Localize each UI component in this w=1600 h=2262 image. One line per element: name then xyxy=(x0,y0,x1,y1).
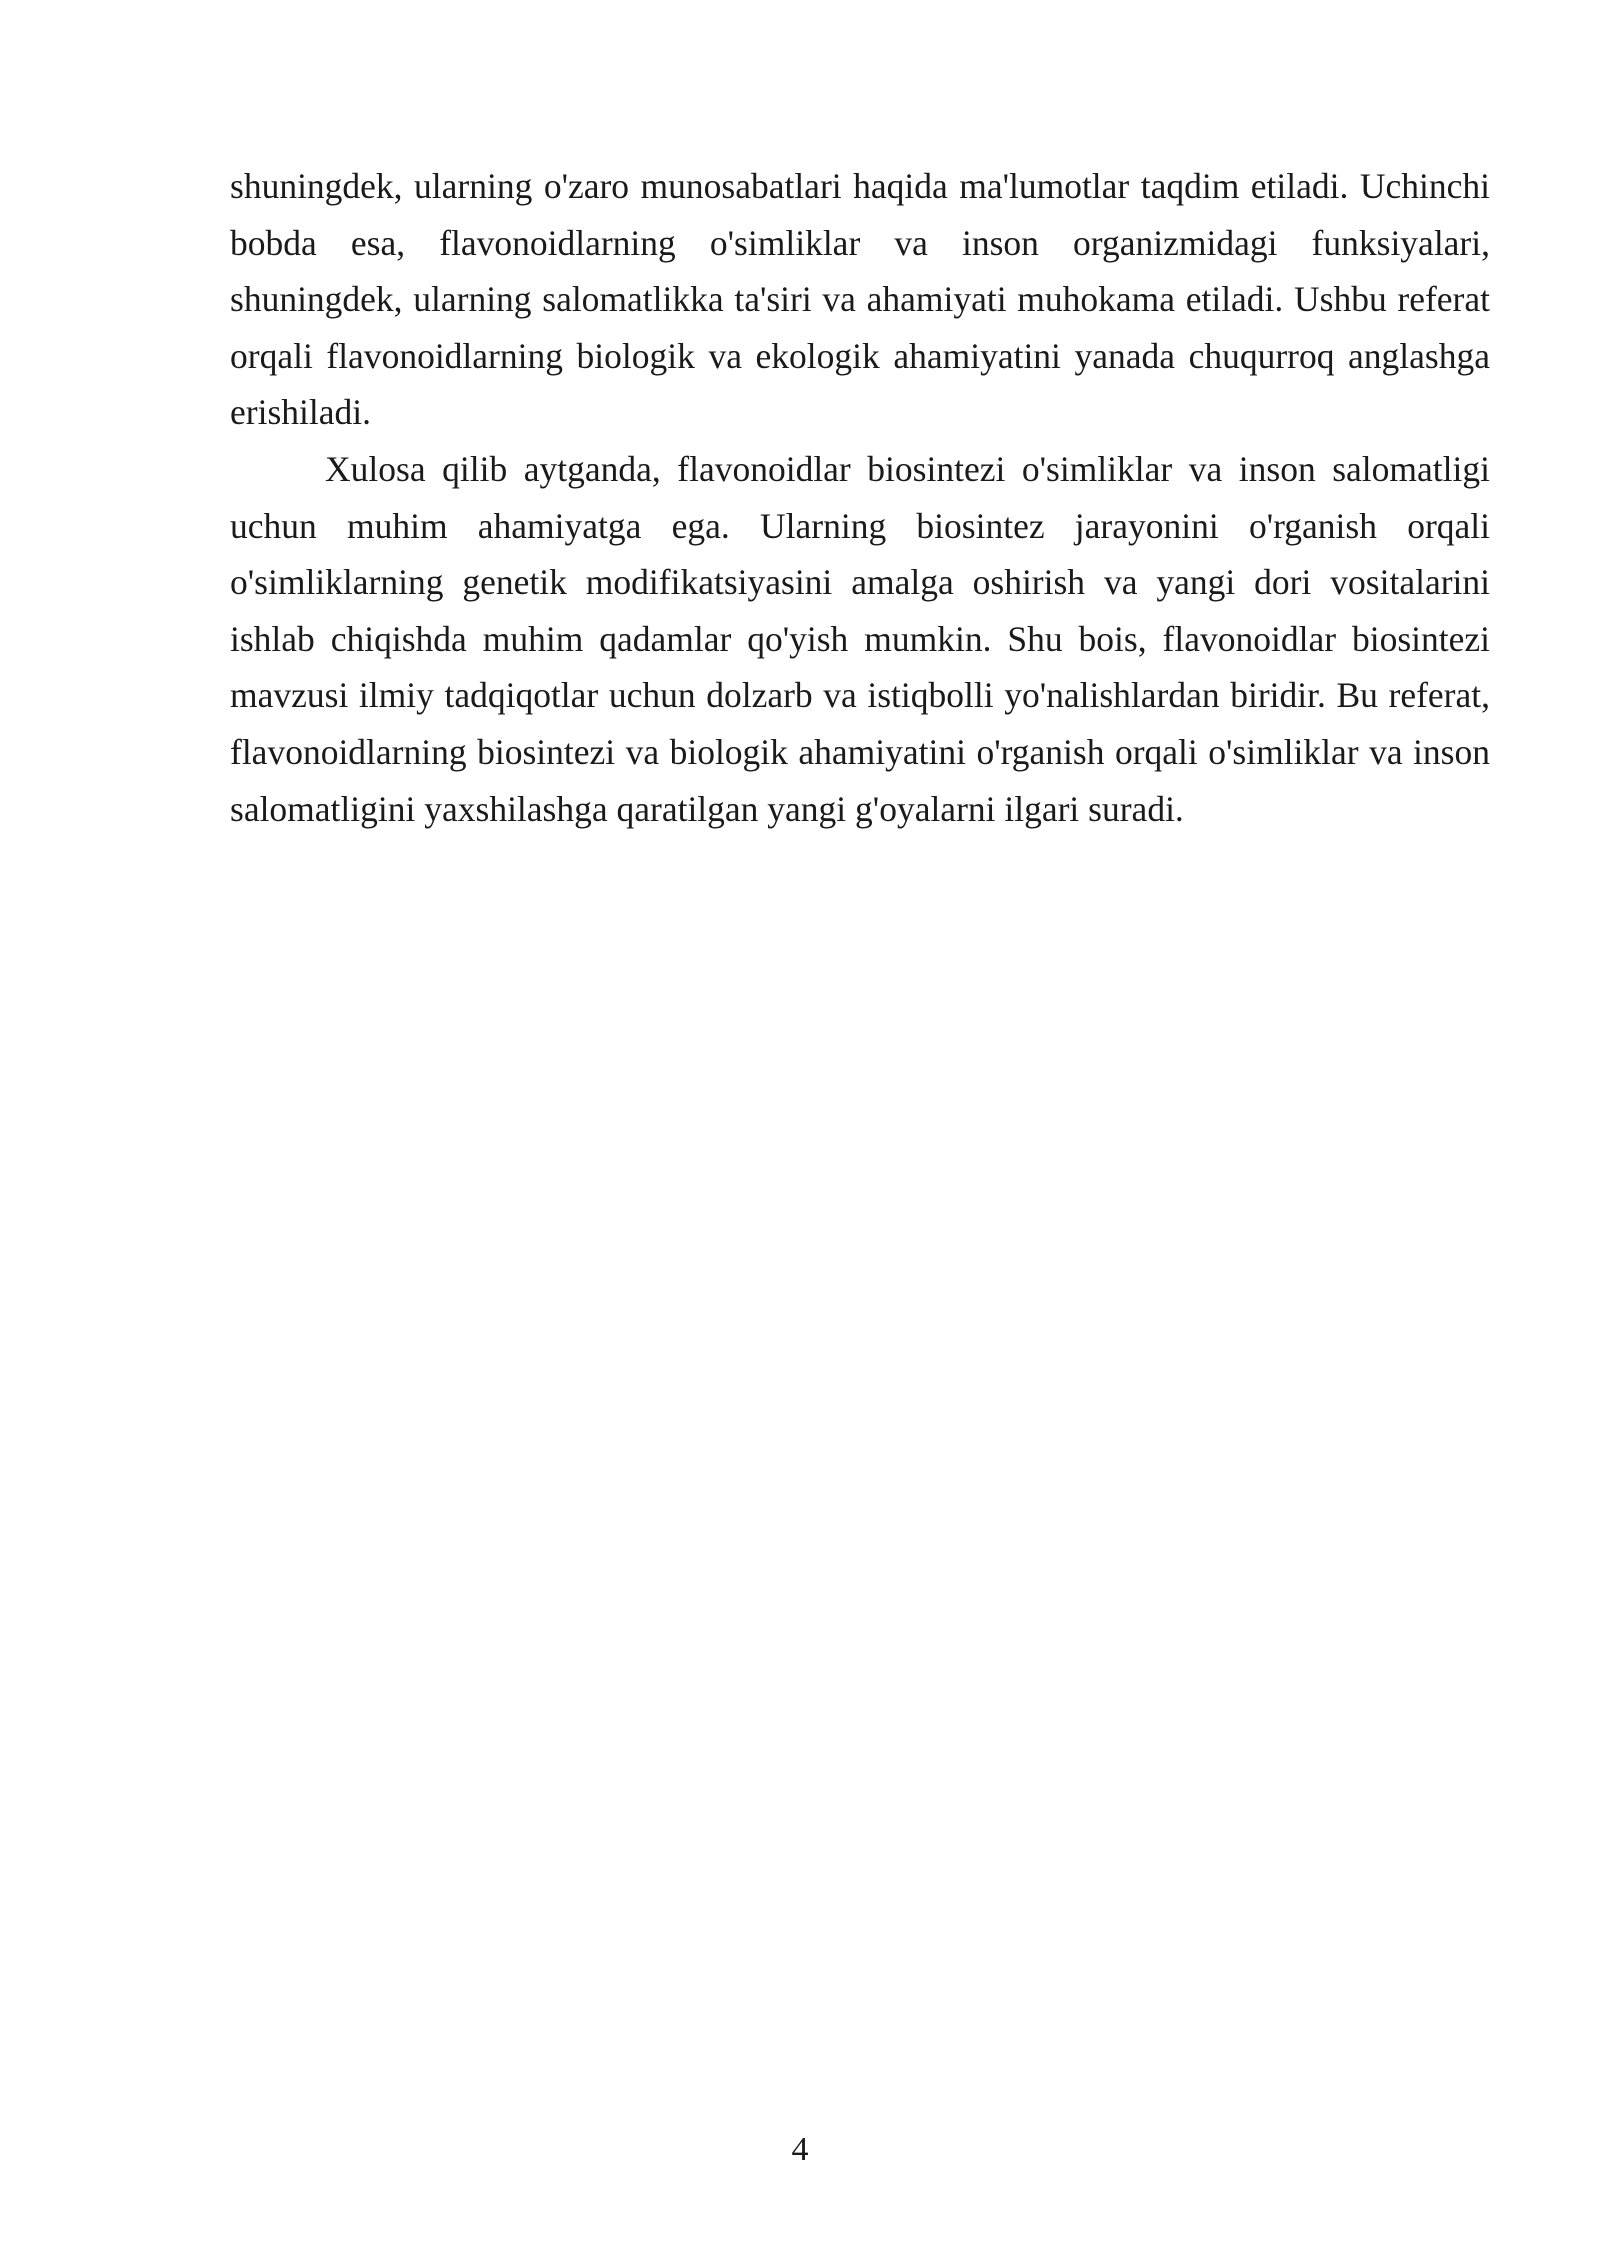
paragraph-continuation: shuningdek, ularning o'zaro munosabatlari haqida ma'lumotlar taqdim etiladi. Uchinchi bobda esa, flavonoidlarning o'simliklar va inson organizmidagi funksiyalari, shuningdek, ularning salomatlikka ta'siri va ahamiyati muhokama etiladi. Ushbu referat orqali flavonoidlarning biologik va ekologik ahamiyatini yanada chuqurroq anglashga erishiladi. xyxy=(230,166,1490,433)
paragraph-conclusion: Xulosa qilib aytganda, flavonoidlar biosintezi o'simliklar va inson salomatligi uchun muhim ahamiyatga ega. Ularning biosintez jarayonini o'rganish orqali o'simliklarning genetik modifikatsiyasini amalga oshirish va yangi dori vositalarini ishlab chiqishda muhim qadamlar qo'yish mumkin. Shu bois, flavonoidlar biosintezi mavzusi ilmiy tadqiqotlar uchun dolzarb va istiqbolli yo'nalishlardan biridir. Bu referat, flavonoidlarning biosintezi va biologik ahamiyatini o'rganish orqali o'simliklar va inson salomatligini yaxshilashga qaratilgan yangi g'oyalarni ilgari suradi. xyxy=(230,448,1490,829)
document-body xyxy=(230,158,1490,837)
page-number: 4 xyxy=(791,2131,809,2168)
